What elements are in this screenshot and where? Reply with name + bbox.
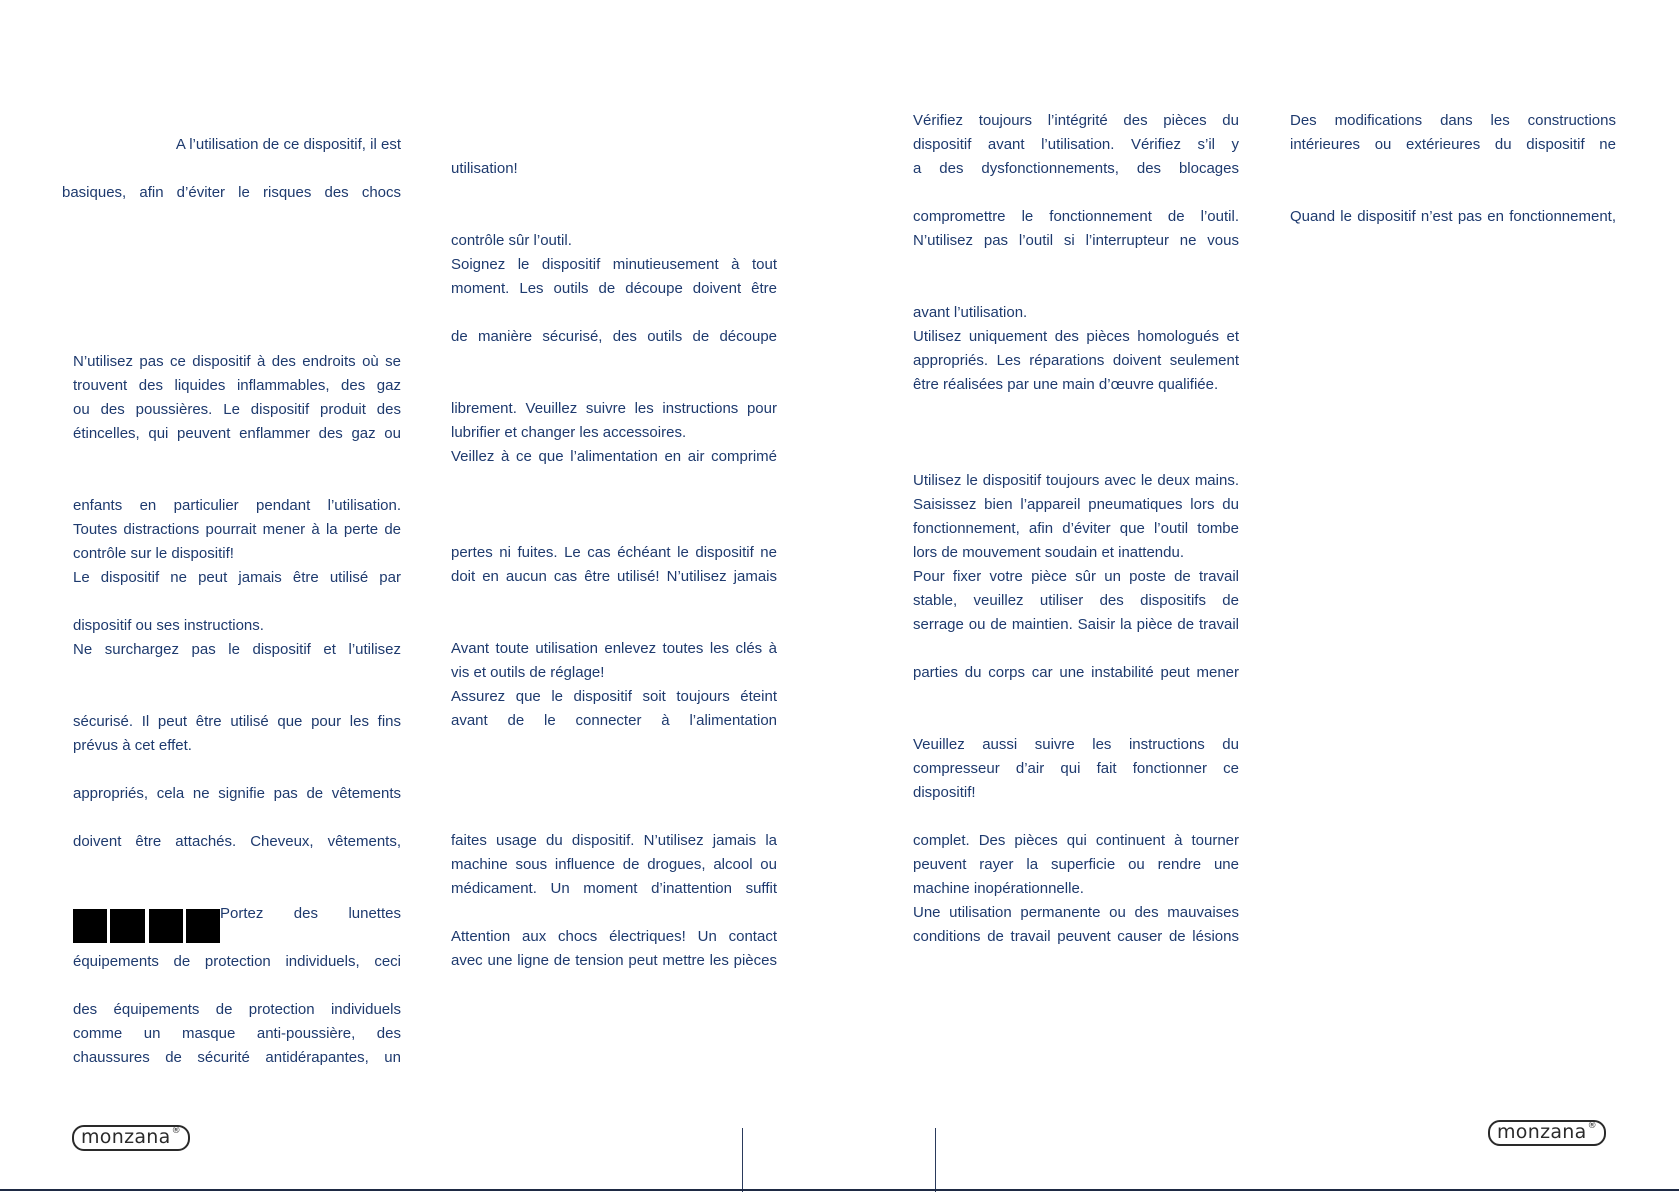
text-line: Utilisez le dispositif toujours avec le deux mains. [913, 472, 1239, 489]
text-line: N’utilisez pas ce dispositif à des endroits où se [73, 353, 401, 370]
text-line: lors de mouvement soudain et inattendu. [913, 544, 1185, 561]
text-line: enfants en particulier pendant l’utilisation. [73, 497, 401, 514]
text-line: Soignez le dispositif minutieusement à tout [451, 256, 777, 273]
text-line: parties du corps car une instabilité peut mener [913, 664, 1239, 681]
page-divider [742, 1128, 743, 1192]
text-line: avec une ligne de tension peut mettre les pièces [451, 952, 777, 969]
text-line: Avant toute utilisation enlevez toutes les clés à [451, 640, 777, 657]
text-line: Portez des lunettes [220, 905, 401, 922]
text-line: pertes ni fuites. Le cas échéant le dispositif ne [451, 544, 777, 561]
text-line: étincelles, qui peuvent enflammer des gaz ou [73, 425, 401, 442]
text-line: Assurez que le dispositif soit toujours éteint [451, 688, 777, 705]
text-line: peuvent rayer la superficie ou rendre une [913, 856, 1239, 873]
text-line: prévus à cet effet. [73, 737, 192, 754]
text-line: de manière sécurisé, des outils de découpe [451, 328, 777, 345]
text-line: machine sous influence de drogues, alcool ou [451, 856, 777, 873]
brand-logo-text: monzana [1497, 1121, 1587, 1143]
text-line: des équipements de protection individuels [73, 1001, 401, 1018]
text-line: serrage ou de maintien. Saisir la pièce de travail [913, 616, 1239, 633]
text-line: dispositif! [913, 784, 976, 801]
text-line: fonctionnement, afin d’éviter que l’outil tombe [913, 520, 1239, 537]
text-line: appropriés. Les réparations doivent seulement [913, 352, 1239, 369]
text-line: N’utilisez pas l’outil si l’interrupteur ne vous [913, 232, 1239, 249]
text-line: appropriés, cela ne signifie pas de vêtements [73, 785, 401, 802]
text-line: complet. Des pièces qui continuent à tourner [913, 832, 1239, 849]
text-line: moment. Les outils de découpe doivent être [451, 280, 777, 297]
text-line: stable, veuillez utiliser des dispositifs de [913, 592, 1239, 609]
text-line: dispositif avant l’utilisation. Vérifiez s’il y [913, 136, 1239, 153]
text-line: Veillez à ce que l’alimentation en air comprimé [451, 448, 777, 465]
text-line: chaussures de sécurité antidérapantes, un [73, 1049, 401, 1066]
text-line: a des dysfonctionnements, des blocages [913, 160, 1239, 177]
text-line: contrôle sûr l’outil. [451, 232, 572, 249]
text-line: Quand le dispositif n’est pas en fonctionnement, [1290, 208, 1616, 225]
text-line: médicament. Un moment d’inattention suffit [451, 880, 777, 897]
bottom-rule [0, 1189, 1679, 1191]
text-line: Saisissez bien l’appareil pneumatiques lors du [913, 496, 1239, 513]
text-line: avant de le connecter à l’alimentation [451, 712, 777, 729]
redaction-block [186, 909, 220, 943]
text-line: Des modifications dans les constructions [1290, 112, 1616, 129]
text-line: Toutes distractions pourrait mener à la perte de [73, 521, 401, 538]
redaction-block [110, 909, 145, 943]
brand-logo-text: monzana [81, 1126, 171, 1148]
text-line: doit en aucun cas être utilisé! N’utilisez jamais [451, 568, 777, 585]
text-line: lubrifier et changer les accessoires. [451, 424, 687, 441]
text-line: faites usage du dispositif. N’utilisez jamais la [451, 832, 777, 849]
text-line: machine inopérationnelle. [913, 880, 1084, 897]
brand-logo [72, 1125, 190, 1151]
text-line: équipements de protection individuels, ceci [73, 953, 401, 970]
text-line: librement. Veuillez suivre les instructions pour [451, 400, 777, 417]
text-line: comme un masque anti-poussière, des [73, 1025, 401, 1042]
text-line: Le dispositif ne peut jamais être utilisé par [73, 569, 401, 586]
redaction-block [73, 909, 107, 943]
text-line: Attention aux chocs électriques! Un contact [451, 928, 777, 945]
text-line: A l’utilisation de ce dispositif, il est [175, 136, 401, 153]
text-line: dispositif ou ses instructions. [73, 617, 264, 634]
text-line: intérieures ou extérieures du dispositif ne [1290, 136, 1616, 153]
text-line: avant l’utilisation. [913, 304, 1028, 321]
trademark-symbol: ® [1587, 1121, 1597, 1131]
text-line: utilisation! [451, 160, 518, 177]
text-line: basiques, afin d’éviter le risques des chocs [62, 184, 401, 201]
text-line: vis et outils de réglage! [451, 664, 605, 681]
text-line: Pour fixer votre pièce sûr un poste de travail [913, 568, 1239, 585]
page-divider [935, 1128, 936, 1192]
text-line: Ne surchargez pas le dispositif et l’utilisez [73, 641, 401, 658]
text-line: contrôle sur le dispositif! [73, 545, 234, 562]
text-line: Une utilisation permanente ou des mauvaises [913, 904, 1239, 921]
text-line: compresseur d’air qui fait fonctionner ce [913, 760, 1239, 777]
text-line: ou des poussières. Le dispositif produit des [73, 401, 401, 418]
trademark-symbol: ® [171, 1126, 181, 1136]
text-line: être réalisées par une main d’œuvre qualifiée. [913, 376, 1219, 393]
text-line: Veuillez aussi suivre les instructions du [913, 736, 1239, 753]
text-line: Utilisez uniquement des pièces homologués et [913, 328, 1239, 345]
redaction-block [149, 909, 183, 943]
text-line: doivent être attachés. Cheveux, vêtements, [73, 833, 401, 850]
text-line: conditions de travail peuvent causer de lésions [913, 928, 1239, 945]
text-line: Vérifiez toujours l’intégrité des pièces du [913, 112, 1239, 129]
text-line: trouvent des liquides inflammables, des gaz [73, 377, 401, 394]
text-line: sécurisé. Il peut être utilisé que pour les fins [73, 713, 401, 730]
text-line: compromettre le fonctionnement de l’outil. [913, 208, 1239, 225]
brand-logo [1488, 1120, 1606, 1146]
